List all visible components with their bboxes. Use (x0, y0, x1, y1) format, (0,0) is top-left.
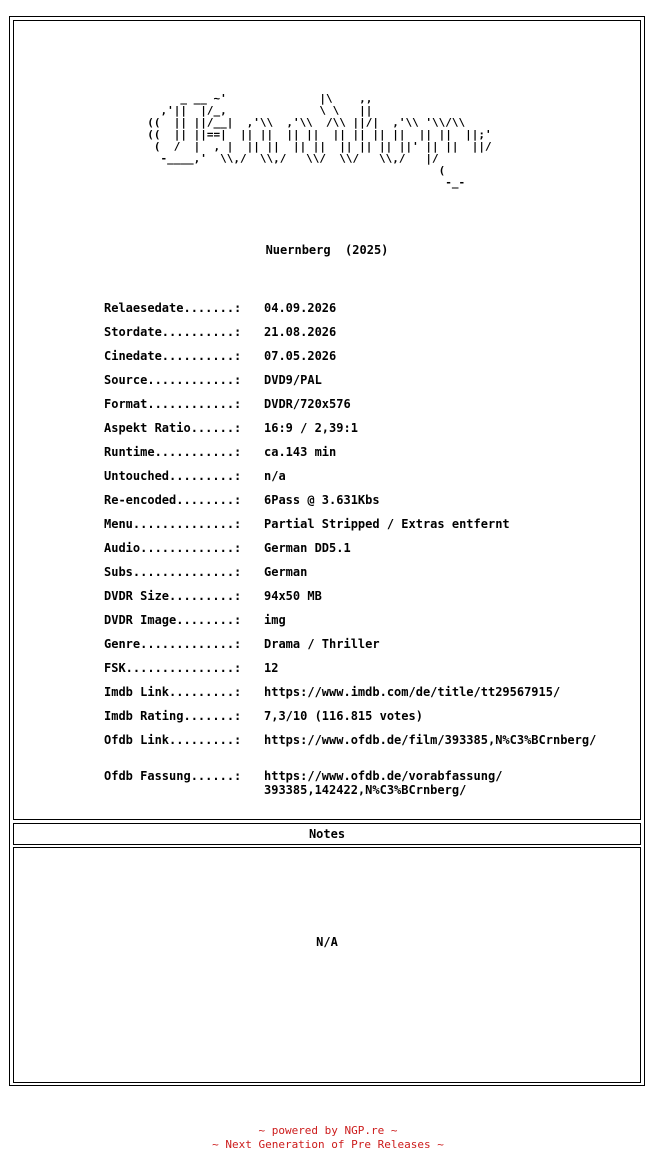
detail-row (104, 685, 596, 709)
detail-row (104, 301, 596, 325)
release-info-panel (13, 20, 641, 820)
detail-value: 07.05.2026 (264, 349, 337, 363)
release-title: Nuernberg (2025) (265, 243, 389, 257)
detail-value: DVDR/720x576 (264, 397, 351, 411)
detail-label: Runtime...........: (104, 445, 242, 459)
detail-value: ca.143 min (264, 445, 337, 459)
detail-row (104, 445, 596, 469)
nfo-frame (9, 16, 645, 1086)
footer (0, 1124, 656, 1152)
detail-row (104, 349, 596, 373)
detail-label: Stordate..........: (104, 325, 242, 339)
detail-label: Imdb Rating.......: (104, 709, 242, 723)
detail-label: Aspekt Ratio......: (104, 421, 242, 435)
detail-row (104, 661, 596, 685)
detail-value: 12 (264, 661, 279, 675)
detail-row (104, 517, 596, 541)
detail-label: Ofdb Fassung......: (104, 769, 242, 783)
detail-row (104, 709, 596, 733)
detail-row (104, 469, 596, 493)
detail-value: n/a (264, 469, 286, 483)
detail-label: Format............: (104, 397, 242, 411)
detail-label: FSK...............: (104, 661, 242, 675)
detail-label: Genre.............: (104, 637, 242, 651)
detail-label: Audio.............: (104, 541, 242, 555)
detail-value: img (264, 613, 286, 627)
detail-row (104, 373, 596, 397)
detail-row (104, 493, 596, 517)
detail-label: Re-encoded........: (104, 493, 242, 507)
detail-row (104, 733, 596, 757)
detail-value: 16:9 / 2,39:1 (264, 421, 358, 435)
detail-value: Drama / Thriller (264, 637, 380, 651)
ascii-logo: _ __ ~' |\ ,, ,'|| |/_, \ \ || (( || ||/__| ,'\\ ,'\\ /\\ ||/| ,'\\ '\\/\\ (( || ||==| || || || || || || || || || || ||;' ( / | , | || || || || || || || ||' || || ||/ -____,' \\,/ \\,/ \\/ \\/ \\,/ |/ ( -_- (147, 92, 492, 189)
notes-title: Notes (308, 827, 346, 841)
detail-value: 04.09.2026 (264, 301, 337, 315)
detail-row (104, 565, 596, 589)
detail-value: 7,3/10 (116.815 votes) (264, 709, 423, 723)
footer-tagline: ~ Next Generation of Pre Releases ~ (212, 1138, 444, 1151)
detail-value: 6Pass @ 3.631Kbs (264, 493, 380, 507)
detail-value: German (264, 565, 308, 579)
detail-value: 21.08.2026 (264, 325, 337, 339)
detail-value: DVD9/PAL (264, 373, 322, 387)
detail-row (104, 541, 596, 565)
detail-label: Subs..............: (104, 565, 242, 579)
detail-value: https://www.ofdb.de/film/393385,N%C3%BCrnberg/ (264, 733, 597, 747)
detail-value: 94x50 MB (264, 589, 322, 603)
details-list (104, 301, 596, 801)
detail-row (104, 769, 596, 801)
detail-label: Ofdb Link.........: (104, 733, 242, 747)
notes-header-panel (13, 823, 641, 845)
detail-value: German DD5.1 (264, 541, 351, 555)
notes-body: N/A (316, 935, 338, 949)
detail-value: Partial Stripped / Extras entfernt (264, 517, 510, 531)
notes-panel (13, 847, 641, 1083)
detail-label: Relaesedate.......: (104, 301, 242, 315)
detail-row (104, 589, 596, 613)
detail-row (104, 397, 596, 421)
detail-value: https://www.imdb.com/de/title/tt29567915/ (264, 685, 561, 699)
detail-row (104, 637, 596, 661)
detail-value: https://www.ofdb.de/vorabfassung/ 393385,142422,N%C3%BCrnberg/ (264, 769, 503, 797)
detail-row (104, 613, 596, 637)
detail-row (104, 421, 596, 445)
detail-label: Imdb Link.........: (104, 685, 242, 699)
detail-label: Source............: (104, 373, 242, 387)
detail-label: Menu..............: (104, 517, 242, 531)
footer-powered-by: ~ powered by NGP.re ~ (258, 1124, 398, 1137)
detail-label: Cinedate..........: (104, 349, 242, 363)
detail-label: Untouched.........: (104, 469, 242, 483)
detail-label: DVDR Size.........: (104, 589, 242, 603)
detail-label: DVDR Image........: (104, 613, 242, 627)
detail-row (104, 325, 596, 349)
